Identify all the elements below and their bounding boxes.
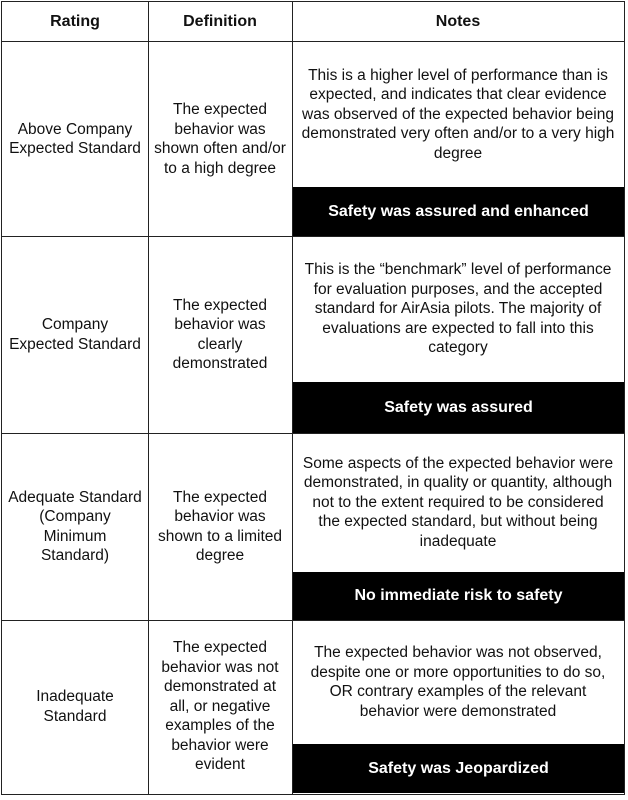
safety-banner: Safety was Jeopardized <box>293 744 624 793</box>
notes-cell: This is the “benchmark” level of performance for evaluation purposes, and the accepted standard for AirAsia pilots. The majority of evaluations are expected to fall into this category <box>304 261 612 357</box>
safety-banner: Safety was assured and enhanced <box>293 187 624 236</box>
notes-cell: Some aspects of the expected behavior were demonstrated, in quality or quantity, although not to the extent required to be considered the expected standard, but without being inadequate <box>302 454 614 550</box>
rating-cell: Company Expected Standard <box>9 316 141 353</box>
rating-cell: Adequate Standard (Company Minimum Standard) <box>8 488 142 564</box>
rating-cell: Inadequate Standard <box>36 688 114 725</box>
safety-banner: No immediate risk to safety <box>293 572 624 620</box>
rating-cell: Above Company Expected Standard <box>9 120 141 157</box>
definition-cell: The expected behavior was not demonstrated at all, or negative examples of the behavior were evident <box>161 639 279 774</box>
header-rating: Rating <box>2 2 148 42</box>
definition-cell: The expected behavior was clearly demonstrated <box>172 296 268 372</box>
definition-cell: The expected behavior was shown to a limited degree <box>157 488 283 564</box>
rating-table <box>1 1 625 795</box>
definition-cell: The expected behavior was shown often and/or to a high degree <box>154 101 286 177</box>
safety-banner: Safety was assured <box>293 382 624 433</box>
notes-cell: The expected behavior was not observed, despite one or more opportunities to do so, OR contrary examples of the relevant behavior were demonstrated <box>310 644 606 720</box>
notes-cell: This is a higher level of performance than is expected, and indicates that clear evidence was observed of the expected behavior being demonstrated very often and/or to a very high degree <box>301 66 615 162</box>
header-notes: Notes <box>292 2 624 42</box>
header-definition: Definition <box>148 2 292 42</box>
